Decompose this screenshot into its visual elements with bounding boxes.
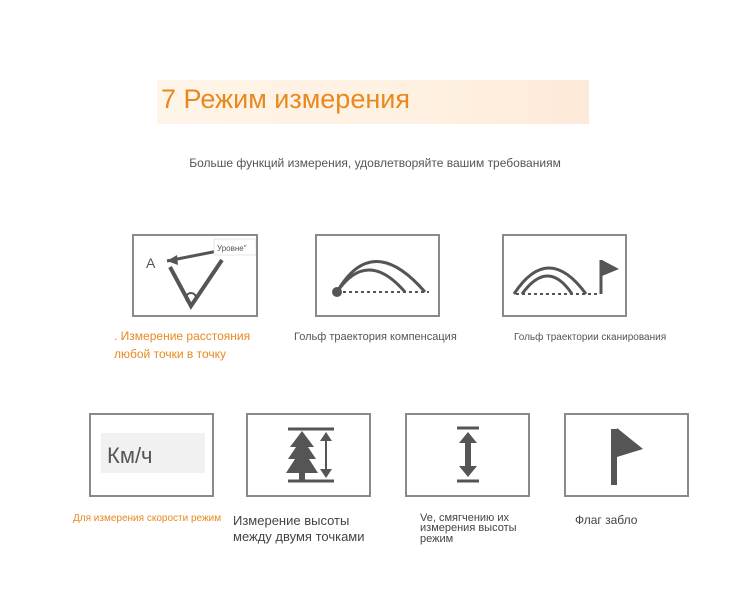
flag-mode-box bbox=[564, 413, 689, 497]
golf-scan-caption: Гольф траектории сканирования bbox=[514, 332, 667, 343]
distance-angle-icon bbox=[134, 236, 256, 315]
vertical-mode-box bbox=[405, 413, 530, 497]
point-a-label: A bbox=[146, 255, 156, 271]
height-caption-line1: Измерение высоты bbox=[233, 513, 350, 528]
golf-scan-box bbox=[502, 234, 627, 317]
speed-mode-box bbox=[89, 413, 214, 497]
speed-unit-label: Км/ч bbox=[107, 443, 153, 468]
speed-caption: Для измерения скорости режим bbox=[73, 513, 222, 524]
golf-trajectory-caption: Гольф траектория компенсация bbox=[294, 331, 457, 343]
height-mode-box bbox=[246, 413, 371, 497]
flag-caption: Флаг забло bbox=[575, 513, 638, 527]
golf-scan-icon bbox=[504, 236, 625, 315]
level-label: Уровне" bbox=[217, 244, 247, 253]
golf-trajectory-box bbox=[315, 234, 440, 317]
vertical-caption-line3: режим bbox=[420, 533, 454, 545]
distance-caption-line1: . Измерение расстояния bbox=[114, 329, 251, 343]
golf-trajectory-icon bbox=[317, 236, 438, 315]
flag-icon bbox=[566, 415, 687, 495]
tree-height-icon bbox=[248, 415, 369, 495]
page-title: 7 Режим измерения bbox=[161, 84, 410, 114]
height-caption-line2: между двумя точками bbox=[233, 529, 365, 544]
vertical-arrow-icon bbox=[407, 415, 528, 495]
distance-mode-box bbox=[132, 234, 258, 317]
vertical-caption-line2: измерения высоты bbox=[420, 522, 517, 534]
page-subtitle: Больше функций измерения, удовлетворяйте вашим требованиям bbox=[189, 156, 561, 170]
distance-caption-line2: любой точки в точку bbox=[114, 347, 227, 361]
vertical-caption-line1: Ve, смягчению их bbox=[420, 512, 510, 524]
